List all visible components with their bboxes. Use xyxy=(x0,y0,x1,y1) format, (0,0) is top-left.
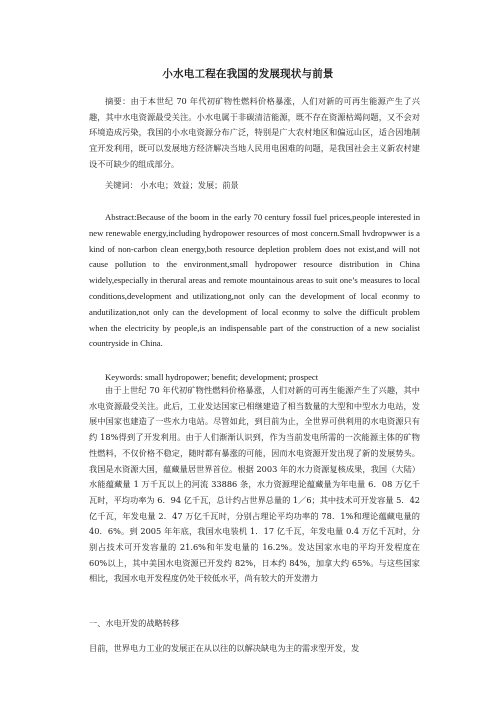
body-intro-paragraph: 由于上世纪 70 年代初矿物性燃料价格暴涨，人们对新的可再生能源产生了兴趣，其中水电资源最受关注。此后，工业发达国家已相继建造了相当数量的大型和中型水力电站，发展中国家也建造了一些水力电站。尽管如此，到目前为止，全世界可供利用的水电资源只有约 18%得到了开发利用。由于人们渐渐认识到，作为当前发电所需的一次能源主体的矿物性燃料，不仅价格不稳定，随时都有暴涨的可能，因而水电资源开发出现了新的发展势头。我国是水资源大国，蕴藏量居世界首位。根据 2003 年的水力资源复核成果，我国（大陆）水能蕴藏量 1 万千瓦以上的河流 33886 条，水力资源理论蕴藏量为年电量 6．08 万亿千瓦时，平均功率为 6．94 亿千瓦，总计约占世界总量的 1／6；其中技术可开发容量 5．42 亿千瓦，年发电量 2．47 万亿千瓦时，分别占理论平均功率的 78．1%和理论蕴藏电量的 40．6%。到 2005 年年底，我国水电装机 1．17 亿千瓦，年发电量 0.4 万亿千瓦时，分别占技术可开发容量的 21.6%和年发电量的 16.2%。发达国家水电的平均开发程度在 60%以上，其中美国水电资源已开发约 82%，日本约 84%，加拿大约 65%。与这些国家相比，我国水电开发程度仍处于较低水平，尚有较大的开发潜力 xyxy=(89,385,420,584)
keywords-cn-joiner: ； xyxy=(164,180,174,190)
abstract-cn-text: 由于本世纪 70 年代初矿物性燃料价格暴涨，人们对新的可再生能源产生了兴趣，其中水电资源最受关注。小水电属于非碳清洁能源，既不存在资源枯竭问题，又不会对环境造成污染，我国的小水电资源分布广泛，特别是广大农村地区和偏远山区，适合因地制宜开发利用，既可以发展地方经济解决当地人民用电困难的问题，是我国社会主义新农村建设不可缺少的组成部分。 xyxy=(89,96,420,169)
keywords-cn-joiner: ； xyxy=(214,180,223,190)
keywords-cn-item: 小水电 xyxy=(140,180,165,190)
abstract-en-label: Abstract: xyxy=(105,212,137,222)
keywords-cn-item: 效益 xyxy=(173,180,190,190)
abstract-en-text: Because of the boom in the early 70 century fossil fuel prices,people interested in new renewable energy,including hydropower resources of most concern.Small hvdropwwer is a kind of non-carbon clean energy,both resource depletion problem does not exist,and will not cause pollution to the environment,small hydropower resource distribution in China widely,especially in therural areas and remote mountainous areas to suit one’s measures to local conditions,development and utilizationg,not only can the development of local econmy to andutilization,not only can the development of local econmy to solve the difficult problem when the electricity by people,is an indispensable part of the construction of a new socialist countryside in China. xyxy=(89,212,420,349)
keywords-cn-sep: ： xyxy=(129,180,138,190)
keywords-en-text: small hydropower; benefit; development; prospect xyxy=(144,372,319,382)
abstract-cn xyxy=(89,94,420,173)
abstract-en xyxy=(89,210,420,352)
section-heading: 一、水电开发的战略转移 xyxy=(89,618,180,628)
page-title: 小水电工程在我国的发展现状与前景 xyxy=(162,68,334,80)
keywords-cn-joiner: ； xyxy=(189,180,198,190)
section-paragraph-start: 目前，世界电力工业的发展正在从以往的以解决缺电为主的需求型开发，发 xyxy=(89,643,360,653)
keywords-en-label: Keywords: xyxy=(105,372,143,382)
keywords-cn-label: 关键词 xyxy=(105,180,130,190)
abstract-cn-label: 摘要： xyxy=(105,96,131,106)
keywords-cn xyxy=(89,178,420,194)
keywords-cn-item: 前景 xyxy=(222,180,239,190)
keywords-cn-item: 发展 xyxy=(197,180,215,190)
